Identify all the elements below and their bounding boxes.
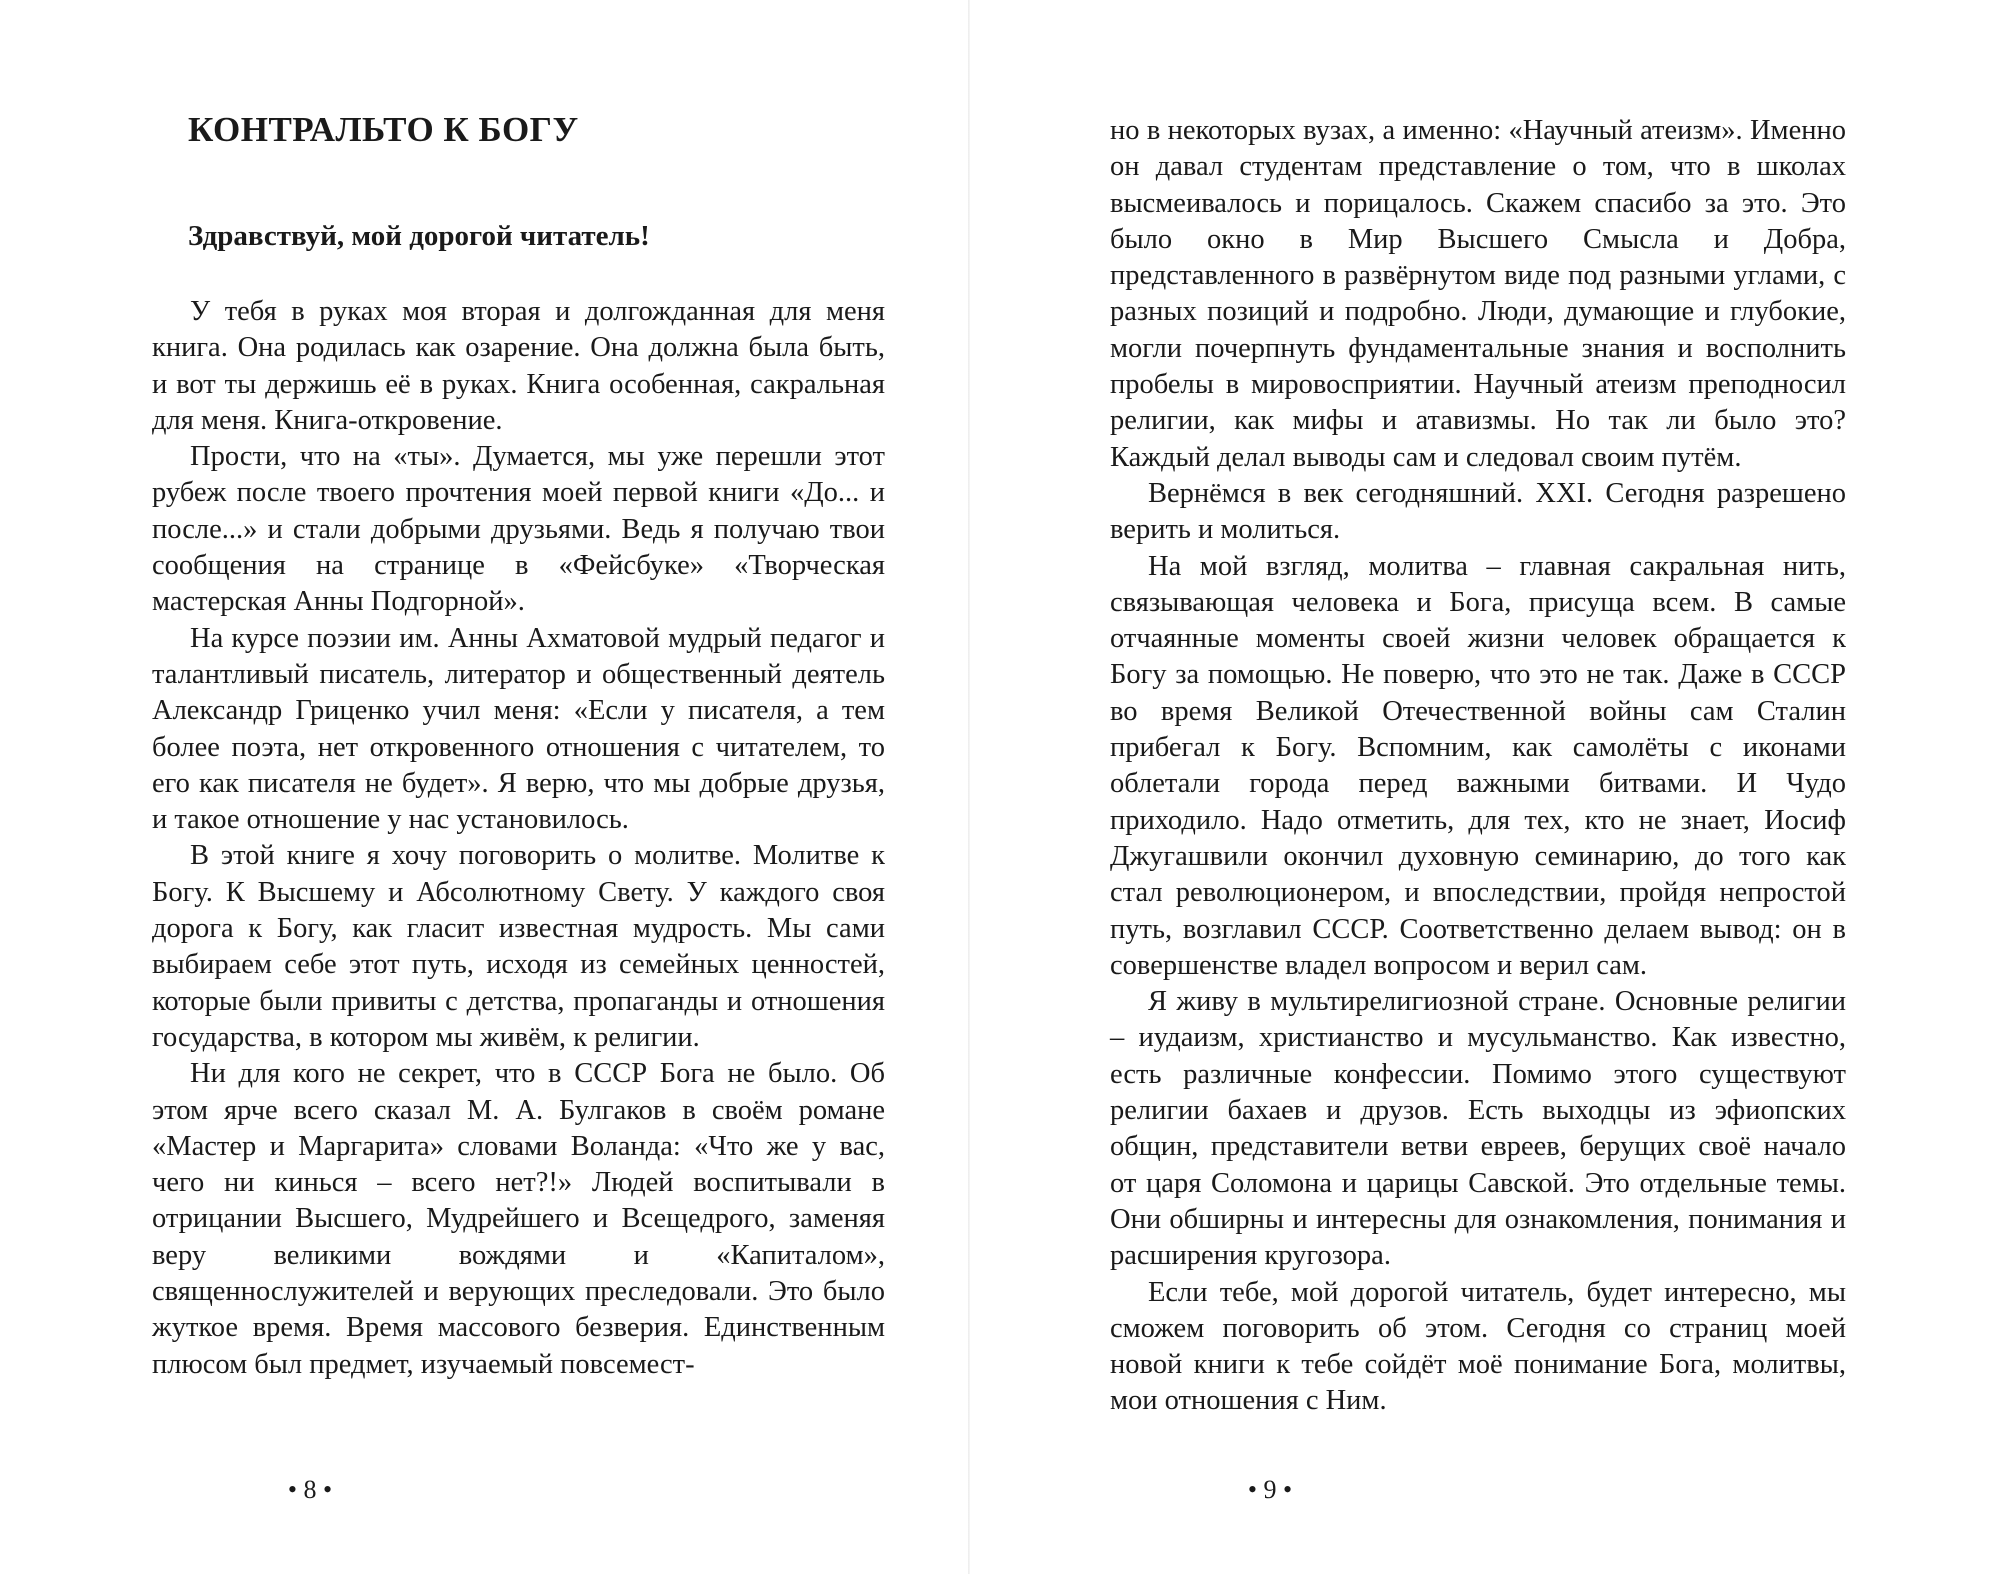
page-number-left: • 8 • xyxy=(287,1475,333,1504)
paragraph: В этой книге я хочу поговорить о молитве. Молитве к Богу. К Высшему и Абсолютному Свету. У каждого своя дорога к Богу, как гласит известная мудрость. Мы сами выбираем себе этот путь, исходя из семейных ценностей, которые были привиты с детства, пропаганды и отношения государства, в котором мы живём, к религии. xyxy=(152,840,885,1053)
paragraph: Прости, что на «ты». Думается, мы уже перешли этот рубеж после твоего прочтения моей первой книги «До... и после...» и стали добрыми друзьями. Ведь я получаю твои сообщения на странице в «Фейсбуке» «Творческая мастерская Анны Подгорной». xyxy=(152,441,885,618)
right-page-body xyxy=(1110,113,1846,1420)
paragraph: На курсе поэзии им. Анны Ахматовой мудрый педагог и талантливый писатель, литератор и общественный деятель Александр Гриценко учил меня: «Если у писателя, а тем более поэта, нет откровенного отношения с читателем, то его как писателя не будет». Я верю, что мы добрые друзья, и такое отношение у нас установилось. xyxy=(152,622,885,836)
paragraph: У тебя в руках моя вторая и долгожданная для меня книга. Она родилась как озарение. Она должна была быть, и вот ты держишь её в руках. Книга особенная, сакральная для меня. Книга-откровение. xyxy=(152,296,885,436)
paragraph-continued: но в некоторых вузах, а именно: «Научный атеизм». Именно он давал студентам представление о том, что в школах высмеивалось и порицалось. Скажем спасибо за это. Это было окно в Мир Высшего Смысла и Добра, представленного в развёрнутом виде под разными углами, с разных позиций и подробно. Люди, думающие и глубокие, могли почерпнуть фундаментальные знания и восполнить пробелы в мировосприятии. Научный атеизм преподносил религии, как мифы и атавизмы. Но так ли было это? Каждый делал выводы сам и следовал своим путём. xyxy=(1110,115,1846,473)
greeting-heading: Здравствуй, мой дорогой читатель! xyxy=(188,220,650,252)
paragraph: На мой взгляд, молитва – главная сакральная нить, связывающая человека и Бога, присуща всем. В самые отчаянные моменты своей жизни человек обращается к Богу за помощью. Не поверю, что это не так. Даже в СССР во время Великой Отечественной войны сам Сталин прибегал к Богу. Вспомним, как самолёты с иконами облетали города перед важными битвами. И Чудо приходило. Надо отметить, для тех, кто не знает, Иосиф Джугашвили окончил духовную семинарию, до того как стал революционером, и впоследствии, пройдя непростой путь, возглавил СССР. Соответственно делаем вывод: он в совершенстве владел вопросом и верил сам. xyxy=(1110,550,1846,981)
paragraph: Я живу в мультирелигиозной стране. Основные религии – иудаизм, христианство и мусульманство. Как известно, есть различные конфессии. Помимо этого существуют религии бахаев и друзов. Есть выходцы из эфиопских общин, представители ветви евреев, берущих своё начало от царя Соломона и царицы Савской. Это отдельные темы. Они обширны и интересны для ознакомления, понимания и расширения кругозора. xyxy=(1110,986,1846,1272)
paragraph: Если тебе, мой дорогой читатель, будет интересно, мы сможем поговорить об этом. Сегодня со страниц моей новой книги к тебе сойдёт моё понимание Бога, молитвы, мои отношения с Ним. xyxy=(1110,1276,1846,1417)
left-page xyxy=(0,0,970,1574)
paragraph: Ни для кого не секрет, что в СССР Бога не было. Об этом ярче всего сказал М. А. Булгаков в своём романе «Мастер и Маргарита» словами Воланда: «Что же у вас, чего ни кинься – всего нет?!» Людей воспитывали в отрицании Высшего, Мудрейшего и Всещедрого, заменяя веру великими вождями и «Капиталом», священнослужителей и верующих преследовали. Это было жуткое время. Время массового безверия. Единственным плюсом был предмет, изучаемый повсемест- xyxy=(152,1058,885,1380)
paragraph: Вернёмся в век сегодняшний. XXI. Сегодня разрешено верить и молиться. xyxy=(1110,477,1846,546)
right-page xyxy=(970,0,1990,1574)
left-page-body xyxy=(152,294,885,1383)
chapter-title: КОНТРАЛЬТО К БОГУ xyxy=(188,110,579,149)
page-number-right: • 9 • xyxy=(1247,1475,1293,1504)
